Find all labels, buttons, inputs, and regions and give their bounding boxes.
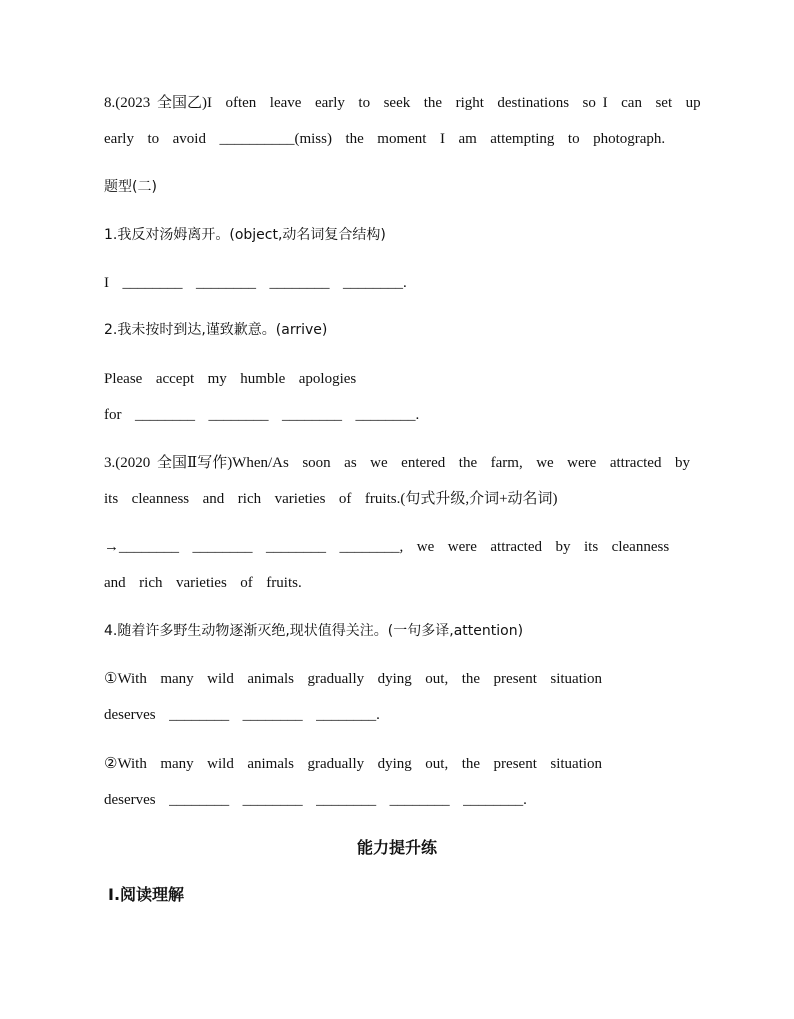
task-4-option-a-answer: deserves ________ ________ ________. [104, 707, 380, 723]
task-3-line-4: and rich varieties of fruits. [104, 575, 302, 591]
section-title-type2: 题型(二) [104, 179, 157, 195]
task-4-prompt: 4.随着许多野生动物逐渐灭绝,现状值得关注。(一句多译,attention) [104, 623, 524, 639]
task-2-prompt: 2.我未按时到达,谨致歉意。(arrive) [104, 322, 328, 338]
task-1-prompt: 1.我反对汤姆离开。(object,动名词复合结构) [104, 227, 386, 243]
task-4-option-a-line-1: ①With many wild animals gradually dying out, the present situation [104, 671, 603, 687]
task-4-option-b-answer: deserves ________ ________ ________ ________ ________. [104, 792, 527, 808]
task-3-line-1: 3.(2020 全国Ⅱ写作)When/As soon as we entered the farm, we were attracted by [104, 455, 690, 471]
section-title-advanced: 能力提升练 [357, 838, 438, 857]
section-title-reading: Ⅰ.阅读理解 [108, 885, 185, 904]
q8-line-2: early to avoid __________(miss) the moment I am attempting to photograph. [104, 131, 666, 147]
q8-line-1: 8.(2023 全国乙)I often leave early to seek the right destinations so I can set up [104, 95, 701, 111]
task-4-option-b-line-1: ②With many wild animals gradually dying out, the present situation [104, 756, 603, 772]
task-2-line-1: Please accept my humble apologies [104, 371, 357, 387]
task-1-answer-line: I ________ ________ ________ ________. [104, 275, 407, 291]
task-3-line-2: its cleanness and rich varieties of fruits.(句式升级,介词+动名词) [104, 491, 558, 507]
task-2-answer-line: for ________ ________ ________ ________. [104, 407, 420, 423]
task-3-answer-line: →________ ________ ________ ________, we were attracted by its cleanness [104, 539, 670, 555]
